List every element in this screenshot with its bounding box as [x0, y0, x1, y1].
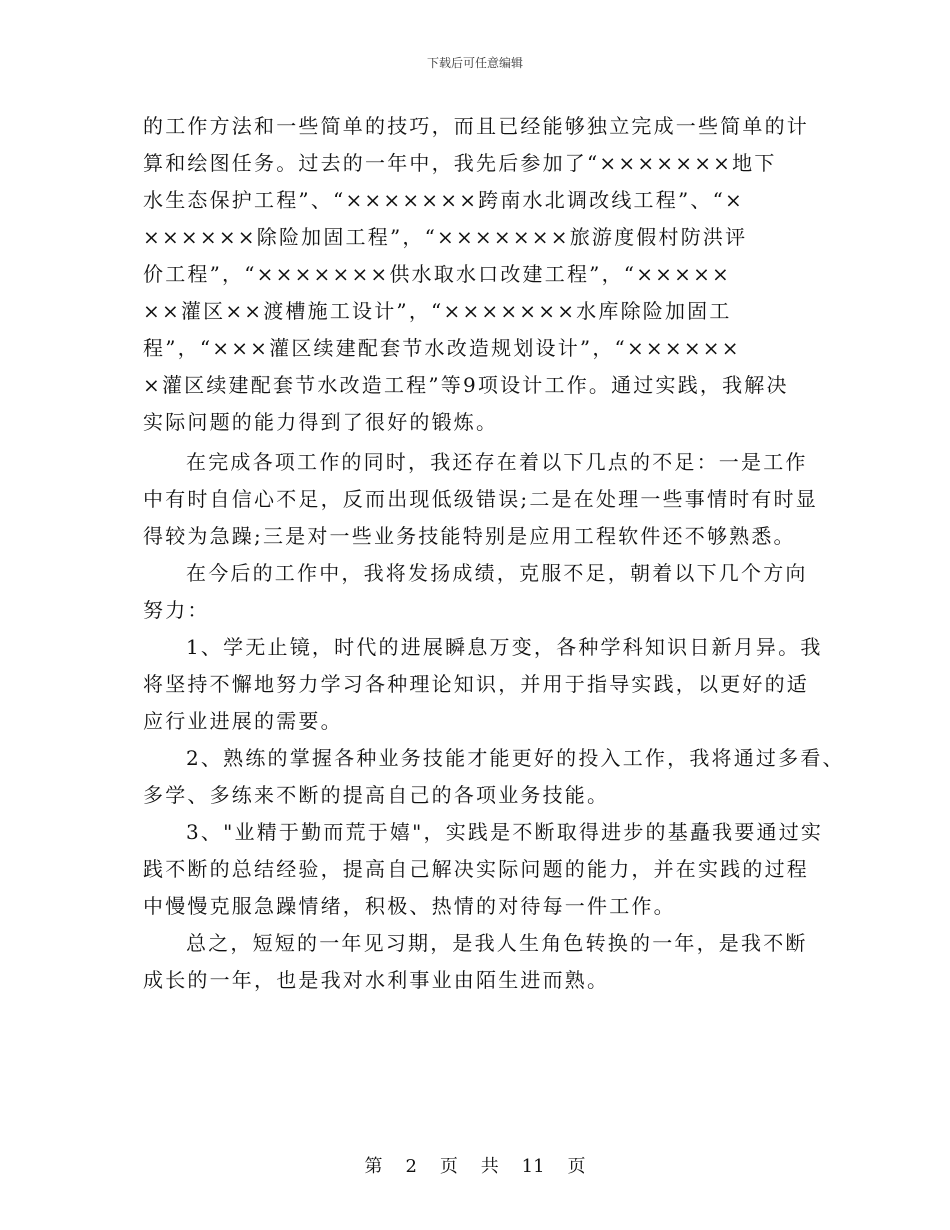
- text-line: ××××××除险加固工程”，“×××××××旅游度假村防洪评: [143, 225, 748, 249]
- text-line: 践不断的总结经验，提高自己解决实际问题的能力，并在实践的过程: [143, 857, 809, 881]
- footer-label-page: 第: [364, 1156, 383, 1177]
- text-line: 在今后的工作中，我将发扬成绩，克服不足，朝着以下几个方向: [186, 561, 808, 585]
- text-line: 水生态保护工程”、“×××××××跨南水北调改线工程”、“×: [143, 188, 744, 212]
- text-line: 实际问题的能力得到了很好的锻炼。: [143, 410, 499, 434]
- footer-label-page-unit: 页: [439, 1156, 458, 1177]
- footer-page-number: 2: [405, 1156, 417, 1177]
- text-line: 中慢慢克服急躁情绪，积极、热情的对待每一件工作。: [143, 894, 676, 918]
- text-line: 程”，“×××灌区续建配套节水改造规划设计”，“××××××: [143, 336, 741, 360]
- text-line: 将坚持不懈地努力学习各种理论知识，并用于指导实践，以更好的适: [143, 672, 809, 696]
- page-footer: [0, 1152, 950, 1178]
- text-line: 3、"业精于勤而荒于嬉"，实践是不断取得进步的基矗我要通过实: [186, 820, 824, 844]
- text-line: 得较为急躁;三是对一些业务技能特别是应用工程软件还不够熟悉。: [143, 524, 796, 548]
- text-line: 价工程”，“×××××××供水取水口改建工程”，“×××××: [143, 262, 731, 286]
- text-line: 中有时自信心不足，反而出现低级错误;二是在处理一些事情时有时显: [143, 487, 818, 511]
- text-line: 努力：: [143, 598, 210, 622]
- text-line: 1、学无止镜，时代的进展瞬息万变，各种学科知识日新月异。我: [186, 635, 823, 659]
- text-line: 总之，短短的一年见习期，是我人生角色转换的一年，是我不断: [186, 931, 808, 955]
- footer-total-pages: 11: [521, 1156, 545, 1177]
- text-line: 应行业进展的需要。: [143, 709, 343, 733]
- text-line: 成长的一年，也是我对水利事业由陌生进而熟。: [143, 968, 610, 992]
- footer-label-total-unit: 页: [567, 1156, 586, 1177]
- text-line: 算和绘图任务。过去的一年中，我先后参加了“×××××××地下: [143, 151, 777, 175]
- text-line: ×灌区续建配套节水改造工程”等9项设计工作。通过实践，我解决: [143, 373, 789, 397]
- text-line: 在完成各项工作的同时，我还存在着以下几点的不足：一是工作: [186, 450, 808, 474]
- text-line: 多学、多练来不断的提高自己的各项业务技能。: [143, 783, 610, 807]
- footer-label-total: 共: [480, 1156, 499, 1177]
- text-line: 2、熟练的掌握各种业务技能才能更好的投入工作，我将通过多看、: [186, 746, 845, 770]
- page-header: 下载后可任意编辑: [426, 56, 523, 70]
- text-line: 的工作方法和一些简单的技巧，而且已经能够独立完成一些简单的计: [143, 114, 809, 138]
- text-line: ××灌区××渡槽施工设计”，“×××××××水库除险加固工: [143, 299, 732, 323]
